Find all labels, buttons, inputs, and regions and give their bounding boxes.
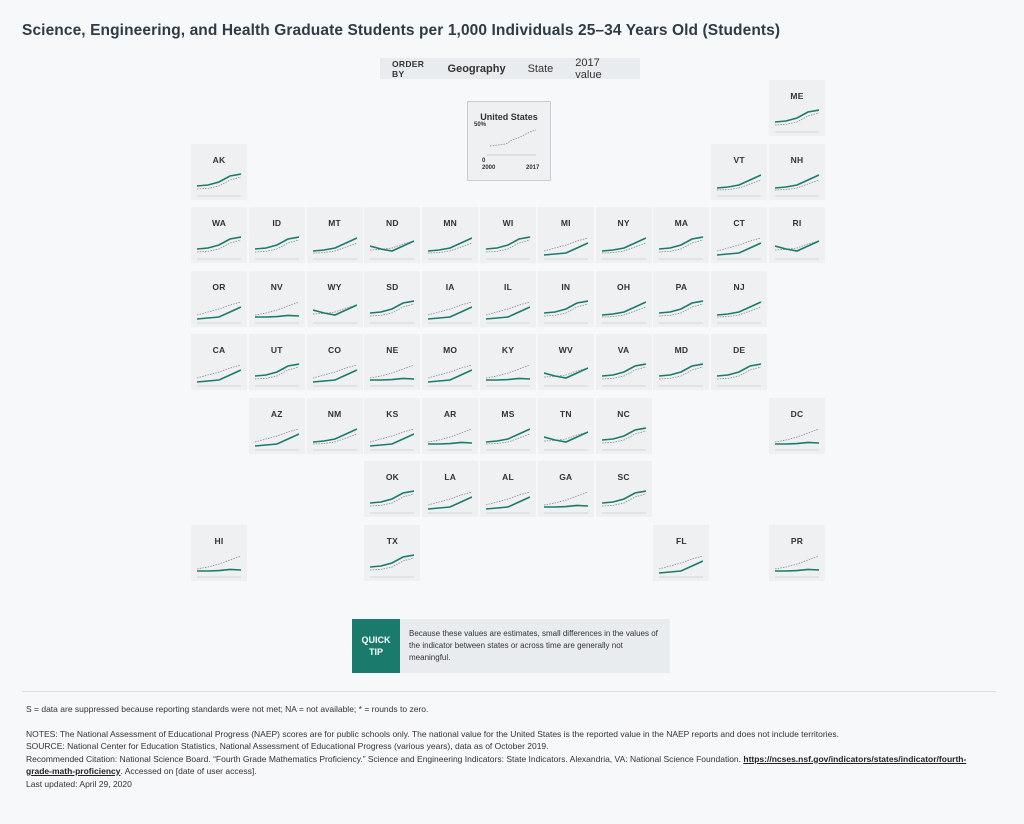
state-sparkline (255, 295, 299, 325)
state-abbr: MS (501, 408, 515, 419)
state-sparkline (313, 231, 357, 261)
order-by-control (380, 58, 640, 79)
state-tile-nv[interactable] (249, 271, 305, 327)
state-abbr: WA (211, 218, 227, 228)
state-series-line (602, 491, 646, 503)
state-abbr: MI (560, 218, 571, 228)
national-series-line (775, 429, 819, 442)
state-series-line (255, 364, 299, 376)
state-abbr: UT (270, 345, 283, 355)
state-series-line (370, 555, 414, 567)
page-title: Science, Engineering, and Health Graduate Students per 1,000 Individuals 25–34 Years Old (Students) (22, 22, 781, 39)
national-sparkline (468, 102, 552, 182)
national-series-line (370, 494, 414, 506)
state-series-line (197, 174, 241, 186)
state-abbr: NY (617, 218, 630, 228)
state-sparkline (197, 168, 241, 198)
state-abbr: IL (504, 281, 512, 292)
state-abbr: VA (617, 345, 630, 355)
state-sparkline (255, 358, 299, 388)
state-series-line (486, 429, 530, 442)
national-series-line (717, 367, 761, 379)
state-sparkline (428, 231, 472, 261)
quick-tip (352, 619, 670, 673)
state-series-line (544, 505, 588, 507)
state-sparkline (775, 231, 819, 261)
state-series-line (255, 315, 299, 317)
state-abbr: FL (675, 535, 687, 546)
state-series-line (255, 237, 299, 249)
national-series-line (775, 113, 819, 125)
state-tile-ma[interactable] (653, 207, 709, 263)
state-abbr: IN (561, 281, 571, 292)
state-abbr: TN (559, 408, 572, 419)
national-series-line (197, 556, 241, 569)
state-tile-ca[interactable] (191, 334, 247, 390)
state-abbr: AL (502, 472, 514, 482)
state-tile-oh[interactable] (596, 271, 652, 327)
state-tile-tx[interactable] (364, 525, 420, 581)
y-min-label: 0 (482, 158, 486, 164)
national-series-line (197, 177, 241, 189)
state-sparkline (197, 358, 241, 388)
state-abbr: IA (445, 281, 455, 292)
state-sparkline (428, 295, 472, 325)
national-series-line (659, 304, 703, 316)
state-abbr: DE (733, 345, 746, 355)
state-series-line (370, 491, 414, 503)
state-abbr: DC (790, 408, 804, 419)
state-tile-il[interactable] (480, 271, 536, 327)
state-tile-or[interactable] (191, 271, 247, 327)
state-series-line (370, 378, 414, 380)
national-series-line (370, 558, 414, 570)
state-series-line (775, 175, 819, 188)
state-sparkline (544, 485, 588, 515)
state-tile-mt[interactable] (307, 207, 363, 263)
state-series-line (775, 569, 819, 571)
state-tile-la[interactable] (422, 461, 478, 517)
last-updated: Last updated: April 29, 2020 (26, 778, 132, 789)
state-tile-nh[interactable] (769, 144, 825, 200)
state-abbr: SC (617, 472, 630, 482)
state-sparkline (370, 485, 414, 515)
national-series-line (255, 302, 299, 315)
state-series-line (370, 301, 414, 313)
state-series-line (602, 428, 646, 440)
state-series-line (486, 237, 530, 249)
state-abbr: PR (790, 535, 804, 546)
state-sparkline (197, 295, 241, 325)
national-series-line (544, 368, 588, 377)
state-series-line (775, 442, 819, 444)
state-abbr: AZ (270, 408, 283, 419)
quick-tip-text: Because these values are estimates, small differences in the values of the indicator between states or across time are generally not meaningful. (409, 629, 658, 662)
legend-note: S = data are suppressed because reporting standards were not met; NA = not available; * = rounds to zero. (26, 704, 429, 714)
state-tile-ar[interactable] (422, 398, 478, 454)
state-series-line (428, 238, 472, 251)
national-series-line (602, 367, 646, 379)
state-sparkline (775, 104, 819, 134)
state-abbr: MD (674, 345, 689, 355)
national-series-line (197, 302, 241, 315)
national-series-line (486, 240, 530, 252)
source-text: SOURCE: National Center for Education Statistics, National Assessment of Educational Progress (various years), data as of October 2019. (26, 741, 549, 751)
state-sparkline (659, 295, 703, 325)
state-abbr: MA (674, 218, 689, 228)
state-tile-al[interactable] (480, 461, 536, 517)
state-tile-wy[interactable] (307, 271, 363, 327)
state-abbr: MT (328, 218, 341, 228)
national-series-line (428, 365, 472, 378)
national-series-line (602, 494, 646, 506)
notes-text: NOTES: The National Assessment of Educational Progress (NAEP) scores are for public schools only. The national value for the United States is the reported value in the NAEP reports and does not include territories. (26, 728, 839, 739)
state-abbr: MO (443, 345, 458, 355)
state-tile-mn[interactable] (422, 207, 478, 263)
national-series-line (255, 367, 299, 379)
state-sparkline (775, 168, 819, 198)
state-series-line (659, 301, 703, 313)
state-abbr: NJ (733, 281, 745, 292)
state-sparkline (602, 358, 646, 388)
state-abbr: SD (386, 281, 399, 292)
state-tile-nd[interactable] (364, 207, 420, 263)
state-sparkline (428, 422, 472, 452)
national-series-line (197, 240, 241, 252)
state-series-line (659, 237, 703, 249)
state-tile-ks[interactable] (364, 398, 420, 454)
state-abbr: ID (272, 218, 282, 228)
state-sparkline (544, 295, 588, 325)
state-tile-sd[interactable] (364, 271, 420, 327)
national-series-line (428, 429, 472, 442)
state-sparkline (197, 549, 241, 579)
national-series-line (717, 238, 761, 251)
divider (22, 691, 996, 692)
national-series-line (255, 429, 299, 442)
state-series-line (717, 302, 761, 315)
state-tile-ga[interactable] (538, 461, 594, 517)
national-label: United States (480, 112, 538, 122)
state-tile-de[interactable] (711, 334, 767, 390)
order-by-2017-value[interactable]: 2017 value (575, 56, 602, 81)
state-sparkline (370, 422, 414, 452)
state-sparkline (717, 231, 761, 261)
state-abbr: OR (212, 281, 226, 292)
state-sparkline (717, 358, 761, 388)
state-tile-nj[interactable] (711, 271, 767, 327)
national-series-line (659, 367, 703, 379)
state-abbr: OH (617, 281, 631, 292)
state-abbr: WI (502, 218, 514, 228)
state-abbr: HI (214, 535, 224, 546)
state-sparkline (428, 485, 472, 515)
state-tile-hi[interactable] (191, 525, 247, 581)
state-abbr: KY (501, 345, 515, 355)
national-series-line (544, 238, 588, 251)
state-tile-ak[interactable] (191, 144, 247, 200)
quick-tip-label: QUICK TIP (361, 635, 391, 657)
citation-text (26, 753, 986, 778)
national-series-line (313, 305, 357, 314)
state-tile-va[interactable] (596, 334, 652, 390)
state-abbr: GA (559, 472, 573, 482)
quick-tip-badge (352, 619, 400, 673)
national-series-line (544, 432, 588, 441)
state-sparkline (486, 295, 530, 325)
national-series-line (313, 365, 357, 378)
state-tile-md[interactable] (653, 334, 709, 390)
state-series-line (659, 364, 703, 376)
citation-suffix: . Accessed on [date of user access]. (120, 766, 257, 776)
state-abbr: NV (270, 281, 283, 292)
state-sparkline (775, 422, 819, 452)
order-by-state[interactable]: State (527, 62, 554, 75)
state-abbr: ND (386, 218, 399, 228)
state-series-line (313, 429, 357, 442)
state-tile-ne[interactable] (364, 334, 420, 390)
state-sparkline (486, 422, 530, 452)
state-sparkline (370, 295, 414, 325)
state-series-line (602, 364, 646, 376)
national-series-line (428, 302, 472, 315)
state-sparkline (255, 231, 299, 261)
state-sparkline (486, 358, 530, 388)
national-series-line (775, 556, 819, 569)
state-series-line (313, 238, 357, 251)
citation-prefix: Recommended Citation: National Science Board. “Fourth Grade Mathematics Proficiency.” Science and Engineering Indicators: State Indicators. Alexandria, VA: National Science Foundation. (26, 753, 744, 764)
state-series-line (717, 175, 761, 188)
state-series-line (544, 301, 588, 313)
state-tile-mo[interactable] (422, 334, 478, 390)
state-abbr: AK (212, 154, 226, 165)
state-sparkline (370, 549, 414, 579)
x-end-label: 2017 (526, 165, 540, 171)
state-abbr: NH (790, 154, 804, 165)
state-sparkline (602, 422, 646, 452)
national-series-line (544, 492, 588, 505)
notes-section (26, 703, 986, 790)
state-tile-ut[interactable] (249, 334, 305, 390)
state-tile-nc[interactable] (596, 398, 652, 454)
state-sparkline (659, 549, 703, 579)
state-sparkline (197, 231, 241, 261)
state-sparkline (313, 295, 357, 325)
y-max-label: 50% (474, 122, 487, 128)
state-sparkline (544, 231, 588, 261)
state-series-line (775, 110, 819, 122)
national-series-line (370, 365, 414, 378)
state-series-line (197, 237, 241, 249)
state-sparkline (486, 231, 530, 261)
national-series-line (255, 240, 299, 252)
citation-link[interactable]: https://ncses.nsf.gov/indicators/states/indicator/fourth-grade-math-proficiency (26, 753, 967, 776)
state-sparkline (370, 358, 414, 388)
national-series-line (370, 304, 414, 316)
state-abbr: CA (212, 345, 226, 355)
state-abbr: WV (558, 345, 573, 355)
state-sparkline (370, 231, 414, 261)
state-tile-wa[interactable] (191, 207, 247, 263)
state-tile-sc[interactable] (596, 461, 652, 517)
state-sparkline (602, 485, 646, 515)
state-sparkline (544, 422, 588, 452)
state-series-line (197, 569, 241, 571)
state-abbr: TX (386, 535, 399, 546)
state-tile-ms[interactable] (480, 398, 536, 454)
state-tile-fl[interactable] (653, 525, 709, 581)
state-tile-me[interactable] (769, 80, 825, 136)
state-abbr: RI (792, 218, 802, 228)
state-abbr: CO (328, 345, 342, 355)
national-series-line (775, 241, 819, 250)
state-sparkline (717, 168, 761, 198)
state-tile-wv[interactable] (538, 334, 594, 390)
state-tile-ct[interactable] (711, 207, 767, 263)
state-tile-pr[interactable] (769, 525, 825, 581)
state-sparkline (659, 358, 703, 388)
national-legend-box (467, 101, 551, 181)
order-by-label: ORDER BY (392, 58, 425, 79)
state-tile-tn[interactable] (538, 398, 594, 454)
state-tile-az[interactable] (249, 398, 305, 454)
state-abbr: NC (617, 408, 630, 419)
state-sparkline (313, 422, 357, 452)
state-sparkline (602, 231, 646, 261)
national-series-line (659, 240, 703, 252)
state-abbr: MN (443, 218, 457, 228)
national-series-line (486, 302, 530, 315)
state-abbr: WY (327, 281, 342, 292)
state-tile-pa[interactable] (653, 271, 709, 327)
state-series-line (602, 302, 646, 315)
state-series-line (428, 442, 472, 444)
state-abbr: OK (385, 472, 399, 482)
state-abbr: NE (386, 345, 399, 355)
national-series-line (544, 304, 588, 316)
state-tile-wi[interactable] (480, 207, 536, 263)
state-abbr: ME (790, 91, 804, 101)
state-abbr: KS (386, 408, 399, 419)
state-series-line (717, 364, 761, 376)
state-sparkline (659, 231, 703, 261)
state-tile-id[interactable] (249, 207, 305, 263)
state-tile-ia[interactable] (422, 271, 478, 327)
state-abbr: AR (443, 408, 457, 419)
national-series-line (370, 241, 414, 250)
national-series-line (428, 492, 472, 505)
state-tile-nm[interactable] (307, 398, 363, 454)
national-series-line (659, 556, 703, 569)
state-sparkline (486, 485, 530, 515)
state-tile-dc[interactable] (769, 398, 825, 454)
national-series-line (370, 429, 414, 442)
state-sparkline (313, 358, 357, 388)
national-series-line (486, 365, 530, 378)
state-tile-in[interactable] (538, 271, 594, 327)
state-sparkline (544, 358, 588, 388)
national-series-line (486, 492, 530, 505)
state-series-line (486, 378, 530, 380)
state-abbr: PA (675, 281, 688, 292)
state-sparkline (428, 358, 472, 388)
state-tile-mi[interactable] (538, 207, 594, 263)
state-tile-vt[interactable] (711, 144, 767, 200)
national-series-line (197, 365, 241, 378)
state-abbr: VT (733, 154, 745, 165)
state-sparkline (717, 295, 761, 325)
state-tile-ri[interactable] (769, 207, 825, 263)
state-abbr: LA (444, 472, 457, 482)
order-by-geography[interactable]: Geography (447, 62, 506, 75)
state-abbr: CT (733, 218, 746, 228)
state-tile-ok[interactable] (364, 461, 420, 517)
state-tile-co[interactable] (307, 334, 363, 390)
state-sparkline (255, 422, 299, 452)
state-series-line (602, 238, 646, 251)
state-sparkline (602, 295, 646, 325)
state-abbr: NM (327, 408, 342, 419)
state-tile-ky[interactable] (480, 334, 536, 390)
state-tile-ny[interactable] (596, 207, 652, 263)
national-series-line (602, 431, 646, 443)
x-start-label: 2000 (482, 165, 496, 171)
state-sparkline (775, 549, 819, 579)
